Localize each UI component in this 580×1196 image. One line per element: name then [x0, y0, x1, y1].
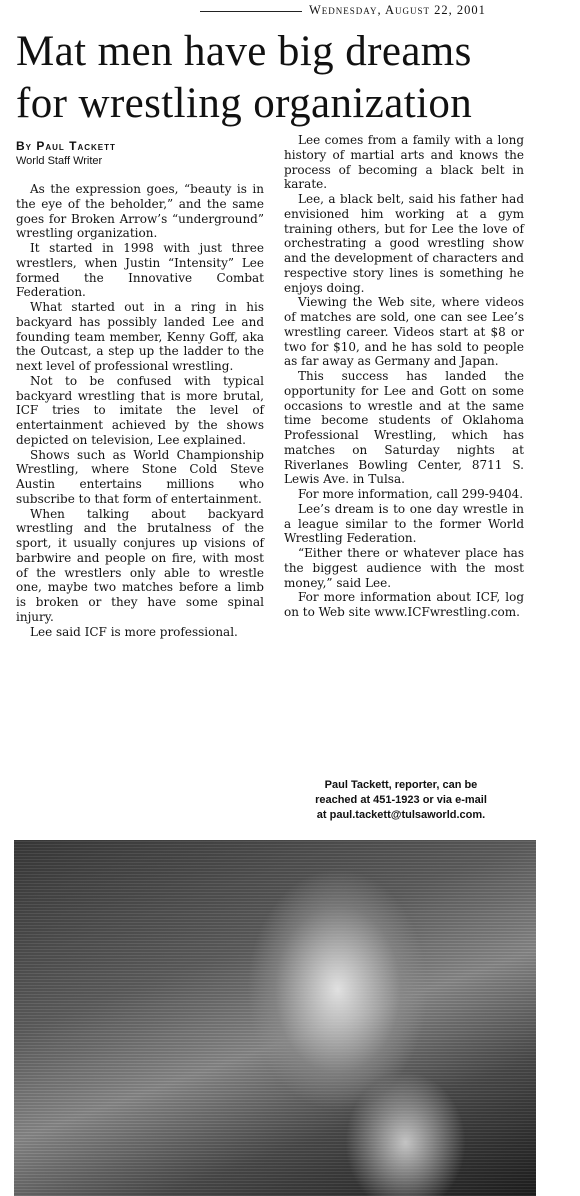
- paragraph: Lee’s dream is to one day wrestle in a league similar to the former World Wrestling Federation.: [284, 501, 524, 546]
- paragraph: Lee, a black belt, said his father had envisioned him working at a gym training others, but for Lee the love of orchestrating a good wrestling show and the development of characters and respective story lines is something he enjoys doing.: [284, 192, 524, 295]
- byline-title: World Staff Writer: [16, 155, 103, 167]
- paragraph: Shows such as World Championship Wrestling, where Stone Cold Steve Austin entertains millions who subscribe to that form of entertainment.: [16, 447, 264, 506]
- dateline: Wednesday, August 22, 2001: [309, 3, 486, 17]
- paragraph: This success has landed the opportunity for Lee and Gott on some occasions to wrestle and at the same time become students of Oklahoma Professional Wrestling, which has matches on Saturday nights at Riverlanes Bowling Center, 8711 S. Lewis Ave. in Tulsa.: [284, 369, 524, 487]
- contact-line: Paul Tackett, reporter, can be: [324, 779, 478, 791]
- article-photo: [14, 840, 536, 1196]
- reporter-contact: [276, 778, 526, 823]
- byline-author: By Paul Tackett: [16, 139, 116, 153]
- paragraph: Lee comes from a family with a long history of martial arts and knows the process of becoming a black belt in karate.: [284, 133, 524, 192]
- headline-line-2: for wrestling organization: [16, 80, 473, 127]
- paragraph: As the expression goes, “beauty is in the eye of the beholder,” and the same goes for Broken Arrow’s “underground” wrestling organization.: [16, 182, 264, 241]
- contact-line: at paul.tackett@tulsaworld.com.: [316, 809, 486, 821]
- paragraph: For more information, call 299-9404.: [298, 487, 524, 501]
- paragraph: Not to be confused with typical backyard wrestling that is more brutal, ICF tries to imitate the level of entertainment achieved by the shows depicted on television, Lee explained.: [16, 373, 264, 447]
- paragraph: What started out in a ring in his backyard has possibly landed Lee and founding team member, Kenny Goff, aka the Outcast, a step up the ladder to the next level of professional wrestling.: [16, 300, 264, 373]
- paragraph: It started in 1998 with just three wrestlers, when Justin “Intensity” Lee formed the Innovative Combat Federation.: [16, 241, 264, 300]
- paragraph: When talking about backyard wrestling and the brutalness of the sport, it usually conjures up visions of barbwire and people on fire, with most of the wrestlers only able to wrestle one, maybe two matches before a limb is broken or they have some spinal injury.: [16, 506, 264, 624]
- contact-line: reached at 451-1923 or via e-mail: [315, 794, 487, 806]
- paragraph: Viewing the Web site, where videos of matches are sold, one can see Lee’s wrestling career. Videos start at $8 or two for $10, and he has sold to people as far away as Germany and Japan.: [284, 295, 524, 369]
- dateline-rule: [200, 11, 302, 12]
- headline: [16, 26, 572, 130]
- article-column-right: [284, 133, 524, 620]
- paragraph: “Either there or whatever place has the biggest audience with the most money,” said Lee.: [284, 546, 524, 590]
- paragraph: Lee said ICF is more professional.: [30, 624, 238, 639]
- article-column-left: [16, 182, 264, 639]
- paragraph: For more information about ICF, log on to Web site www.ICFwrestling.com.: [284, 590, 524, 619]
- headline-line-1: Mat men have big dreams: [16, 28, 472, 75]
